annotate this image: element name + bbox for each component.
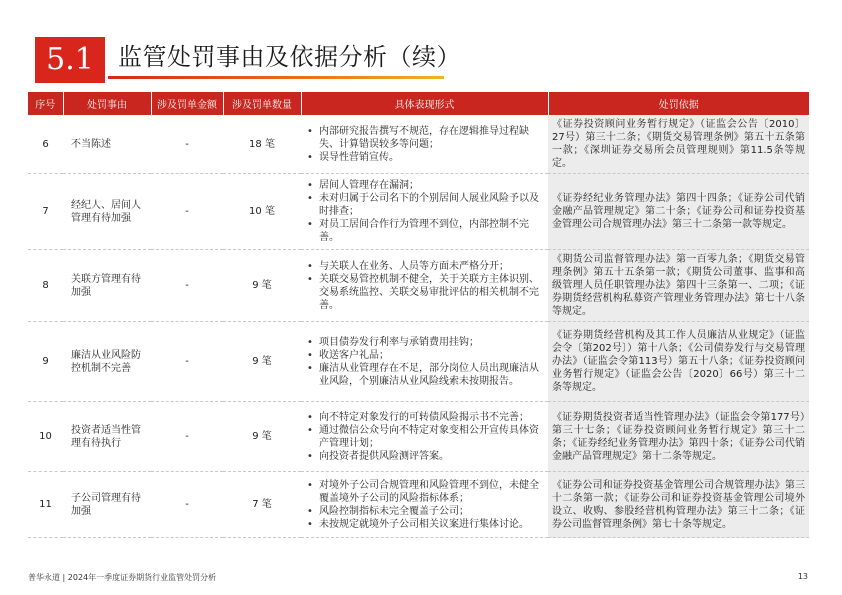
row-amount: - [151, 174, 223, 250]
row-number: 10 [28, 402, 63, 472]
row-basis: 《证券期货投资者适当性管理办法》（证监会令第177号）第三十七条；《证券投资顾问业务暂行规定》第三十二条；《证券经纪业务管理办法》第四十条；《证券公司代销金融产品管理规定》第十二条等规定。 [548, 402, 809, 472]
detail-item: • 收送客户礼品； [305, 349, 544, 362]
title-underline [108, 76, 444, 79]
row-details [301, 472, 548, 538]
row-amount: - [151, 472, 223, 538]
detail-item: • 关联交易管控机制不健全，关于关联方主体识别、交易系统监控、关联交易审批评估的相关机制不完善。 [305, 273, 544, 312]
detail-item: • 内部研究报告撰写不规范，存在逻辑推导过程缺失、计算错误较多等问题； [305, 125, 544, 151]
row-details [301, 322, 548, 402]
row-details [301, 174, 548, 250]
detail-item: • 未对归属于公司名下的个别居间人展业风险予以及时排查； [305, 192, 544, 218]
row-basis: 《期货公司监督管理办法》第一百零九条；《期货交易管理条例》第五十五条第一款；《期货公司董事、监事和高级管理人员任职管理办法》第四十三条第一、二项；《证券期货经营机构私募资产管理业务管理办法》第七十八条等规定。 [548, 250, 809, 322]
row-number: 8 [28, 250, 63, 322]
detail-item: • 居间人管理存在漏洞； [305, 179, 544, 192]
detail-item: • 向投资者提供风险测评答案。 [305, 450, 544, 463]
detail-item: • 向不特定对象发行的可转债风险揭示书不完善； [305, 411, 544, 424]
row-number: 11 [28, 472, 63, 538]
penalty-table [28, 92, 809, 538]
row-count: 9 笔 [223, 250, 301, 322]
row-amount: - [151, 250, 223, 322]
row-reason: 关联方管理有待加强 [63, 250, 151, 322]
row-count: 9 笔 [223, 322, 301, 402]
footer-source: 普华永道 | 2024年一季度证券期货行业监管处罚分析 [28, 573, 217, 582]
col-header-amount: 涉及罚单金额 [151, 92, 223, 115]
row-number: 6 [28, 115, 63, 174]
table-row [28, 174, 809, 250]
row-count: 9 笔 [223, 402, 301, 472]
table-row [28, 250, 809, 322]
table-header-row [28, 92, 809, 115]
col-header-basis: 处罚依据 [548, 92, 809, 115]
col-header-reason: 处罚事由 [63, 92, 151, 115]
row-reason: 投资者适当性管理有待执行 [63, 402, 151, 472]
row-amount: - [151, 115, 223, 174]
section-number-badge: 5.1 [35, 37, 105, 83]
row-number: 7 [28, 174, 63, 250]
row-details [301, 402, 548, 472]
row-reason: 不当陈述 [63, 115, 151, 174]
detail-item: • 对员工居间合作行为管理不到位，内部控制不完善。 [305, 218, 544, 244]
detail-item: • 廉洁从业管理存在不足，部分岗位人员出现廉洁从业风险，个别廉洁从业风险线索未按期报告。 [305, 362, 544, 388]
row-details [301, 115, 548, 174]
page-number: 13 [797, 572, 808, 581]
row-reason: 经纪人、居间人管理有待加强 [63, 174, 151, 250]
col-header-count: 涉及罚单数量 [223, 92, 301, 115]
col-header-no: 序号 [28, 92, 63, 115]
detail-item: • 未按规定就境外子公司相关议案进行集体讨论。 [305, 518, 544, 531]
row-number: 9 [28, 322, 63, 402]
detail-item: • 风险控制指标未完全覆盖子公司； [305, 505, 544, 518]
detail-item: • 误导性营销宣传。 [305, 151, 544, 164]
row-basis: 《证券期货经营机构及其工作人员廉洁从业规定》（证监会令〔第202号〕）第十八条；《公司债券发行与交易管理办法》（证监会令第113号）第五十八条；《证券投资顾问业务暂行规定》（证监会公告〔2020〕66号）第三十二条等规定。 [548, 322, 809, 402]
row-details [301, 250, 548, 322]
row-basis: 《证券公司和证券投资基金管理公司合规管理办法》第三十二条第一款；《证券公司和证券投资基金管理公司境外设立、收购、参股经营机构管理办法》第三十二条；《证券公司监督管理条例》第七十条等规定。 [548, 472, 809, 538]
row-reason: 廉洁从业风险防控机制不完善 [63, 322, 151, 402]
row-count: 18 笔 [223, 115, 301, 174]
row-reason: 子公司管理有待加强 [63, 472, 151, 538]
page-title: 监管处罚事由及依据分析（续） [118, 43, 461, 71]
row-basis: 《证券投资顾问业务暂行规定》（证监会公告〔2010〕27号）第三十二条；《期货交易管理条例》第五十五条第一款；《深圳证券交易所会员管理规则》第11.5条等规定。 [548, 115, 809, 174]
detail-item: • 通过微信公众号向不特定对象变相公开宣传具体资产管理计划； [305, 424, 544, 450]
table-row [28, 472, 809, 538]
detail-item: • 与关联人在业务、人员等方面未严格分开； [305, 260, 544, 273]
detail-item: • 项目债券发行利率与承销费用挂钩； [305, 336, 544, 349]
table-row [28, 115, 809, 174]
row-amount: - [151, 322, 223, 402]
detail-item: • 对境外子公司合规管理和风险管理不到位，未健全覆盖境外子公司的风险指标体系； [305, 479, 544, 505]
row-amount: - [151, 402, 223, 472]
table-row [28, 322, 809, 402]
col-header-details: 具体表现形式 [301, 92, 548, 115]
table-row [28, 402, 809, 472]
row-count: 7 笔 [223, 472, 301, 538]
row-basis: 《证券经纪业务管理办法》第四十四条；《证券公司代销金融产品管理规定》第二十条；《证券公司和证券投资基金管理公司合规管理办法》第三十二条第一款等规定。 [548, 174, 809, 250]
row-count: 10 笔 [223, 174, 301, 250]
